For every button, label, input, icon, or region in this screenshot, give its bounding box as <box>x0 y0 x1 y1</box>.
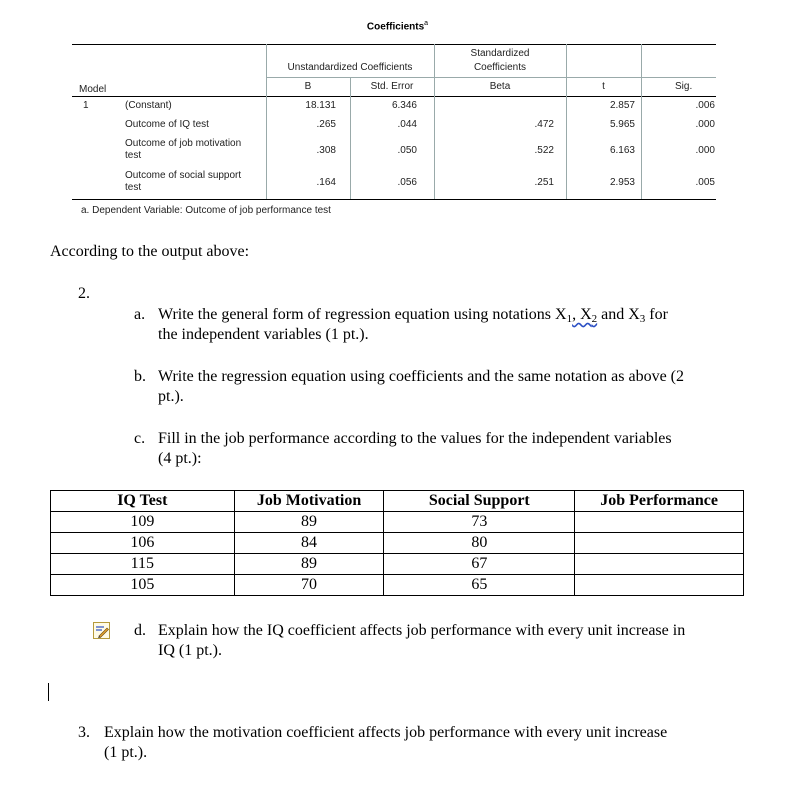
row-sig: .005 <box>695 177 715 188</box>
cell-iq: 105 <box>51 575 235 596</box>
cell-motivation: 89 <box>234 554 384 575</box>
cell-performance-input[interactable] <box>575 533 744 554</box>
row-t: 6.163 <box>609 145 635 156</box>
header-model: Model <box>79 84 107 95</box>
table-row <box>51 554 744 575</box>
question-3-text-2: (1 pt.). <box>104 744 148 761</box>
item-a-text-2: the independent variables (1 pt.). <box>158 326 369 343</box>
row-sig: .006 <box>695 100 715 111</box>
row-se: .050 <box>397 145 417 156</box>
cell-support: 80 <box>384 533 575 554</box>
question-2-number: 2. <box>78 285 90 302</box>
cell-motivation: 89 <box>234 512 384 533</box>
cell-iq: 115 <box>51 554 235 575</box>
col-header-job-performance: Job Performance <box>575 491 744 512</box>
row-se: 6.346 <box>391 100 417 111</box>
question-3-number: 3. <box>78 724 90 741</box>
row-b: .164 <box>316 177 336 188</box>
header-std-error: Std. Error <box>370 81 414 92</box>
header-unstandardized: Unstandardized Coefficients <box>287 62 413 73</box>
row-se: .044 <box>397 119 417 130</box>
item-b-text-2: pt.). <box>158 388 184 405</box>
row-label: Outcome of IQ test <box>125 119 209 130</box>
table-header-row <box>51 491 744 512</box>
header-t: t <box>602 81 605 92</box>
cell-performance-input[interactable] <box>575 554 744 575</box>
header-b: B <box>304 81 312 92</box>
table-row <box>51 512 744 533</box>
cell-performance-input[interactable] <box>575 512 744 533</box>
row-b: .308 <box>316 145 336 156</box>
model-number: 1 <box>83 100 89 111</box>
row-sig: .000 <box>695 145 715 156</box>
row-t: 2.953 <box>609 177 635 188</box>
col-header-social-support: Social Support <box>384 491 575 512</box>
row-label: Outcome of social support test <box>125 170 242 193</box>
cell-support: 65 <box>384 575 575 596</box>
table-row <box>51 533 744 554</box>
row-label: (Constant) <box>125 100 172 111</box>
item-d-marker: d. <box>134 622 146 639</box>
header-standardized-1: Standardized <box>470 48 530 59</box>
row-t: 5.965 <box>609 119 635 130</box>
item-d-text: Explain how the IQ coefficient affects job performance with every unit increase in <box>158 622 686 639</box>
intro-text: According to the output above: <box>50 243 250 260</box>
coefficients-title: Coefficients$^a$ <box>366 20 429 33</box>
question-3-text: Explain how the motivation coefficient affects job performance with every unit increase <box>104 724 668 741</box>
worksheet-table <box>50 490 744 596</box>
header-standardized-2: Coefficients <box>473 62 527 73</box>
row-se: .056 <box>397 177 417 188</box>
text-cursor <box>48 683 49 701</box>
row-beta: .251 <box>534 177 554 188</box>
row-beta: .522 <box>534 145 554 156</box>
item-b-marker: b. <box>134 368 146 385</box>
item-a-text: Write the general form of regression equation using notations $X_1$, $X_2$ and $X_3$ for <box>158 306 668 325</box>
header-sig: Sig. <box>675 81 693 92</box>
row-t: 2.857 <box>609 100 635 111</box>
row-b: 18.131 <box>305 100 336 111</box>
item-b-text: Write the regression equation using coefficients and the same notation as above (2 <box>158 368 685 385</box>
table-footnote: a. Dependent Variable: Outcome of job performance test <box>81 205 331 216</box>
row-label: Outcome of job motivation test <box>125 138 242 161</box>
col-header-iq-test: IQ Test <box>51 491 235 512</box>
item-c-marker: c. <box>134 430 146 447</box>
item-d-text-2: IQ (1 pt.). <box>158 642 222 659</box>
item-a-marker: a. <box>134 306 146 323</box>
item-c-text: Fill in the job performance according to the values for the independent variables <box>158 430 672 447</box>
cell-support: 67 <box>384 554 575 575</box>
cell-iq: 109 <box>51 512 235 533</box>
cell-performance-input[interactable] <box>575 575 744 596</box>
item-c-text-2: (4 pt.): <box>158 450 202 467</box>
row-b: .265 <box>316 119 336 130</box>
header-beta: Beta <box>489 81 511 92</box>
col-header-job-motivation: Job Motivation <box>234 491 384 512</box>
row-sig: .000 <box>695 119 715 130</box>
row-beta: .472 <box>534 119 554 130</box>
cell-iq: 106 <box>51 533 235 554</box>
pen-annotation-icon[interactable] <box>93 622 110 639</box>
cell-support: 73 <box>384 512 575 533</box>
table-row <box>51 575 744 596</box>
cell-motivation: 70 <box>234 575 384 596</box>
cell-motivation: 84 <box>234 533 384 554</box>
